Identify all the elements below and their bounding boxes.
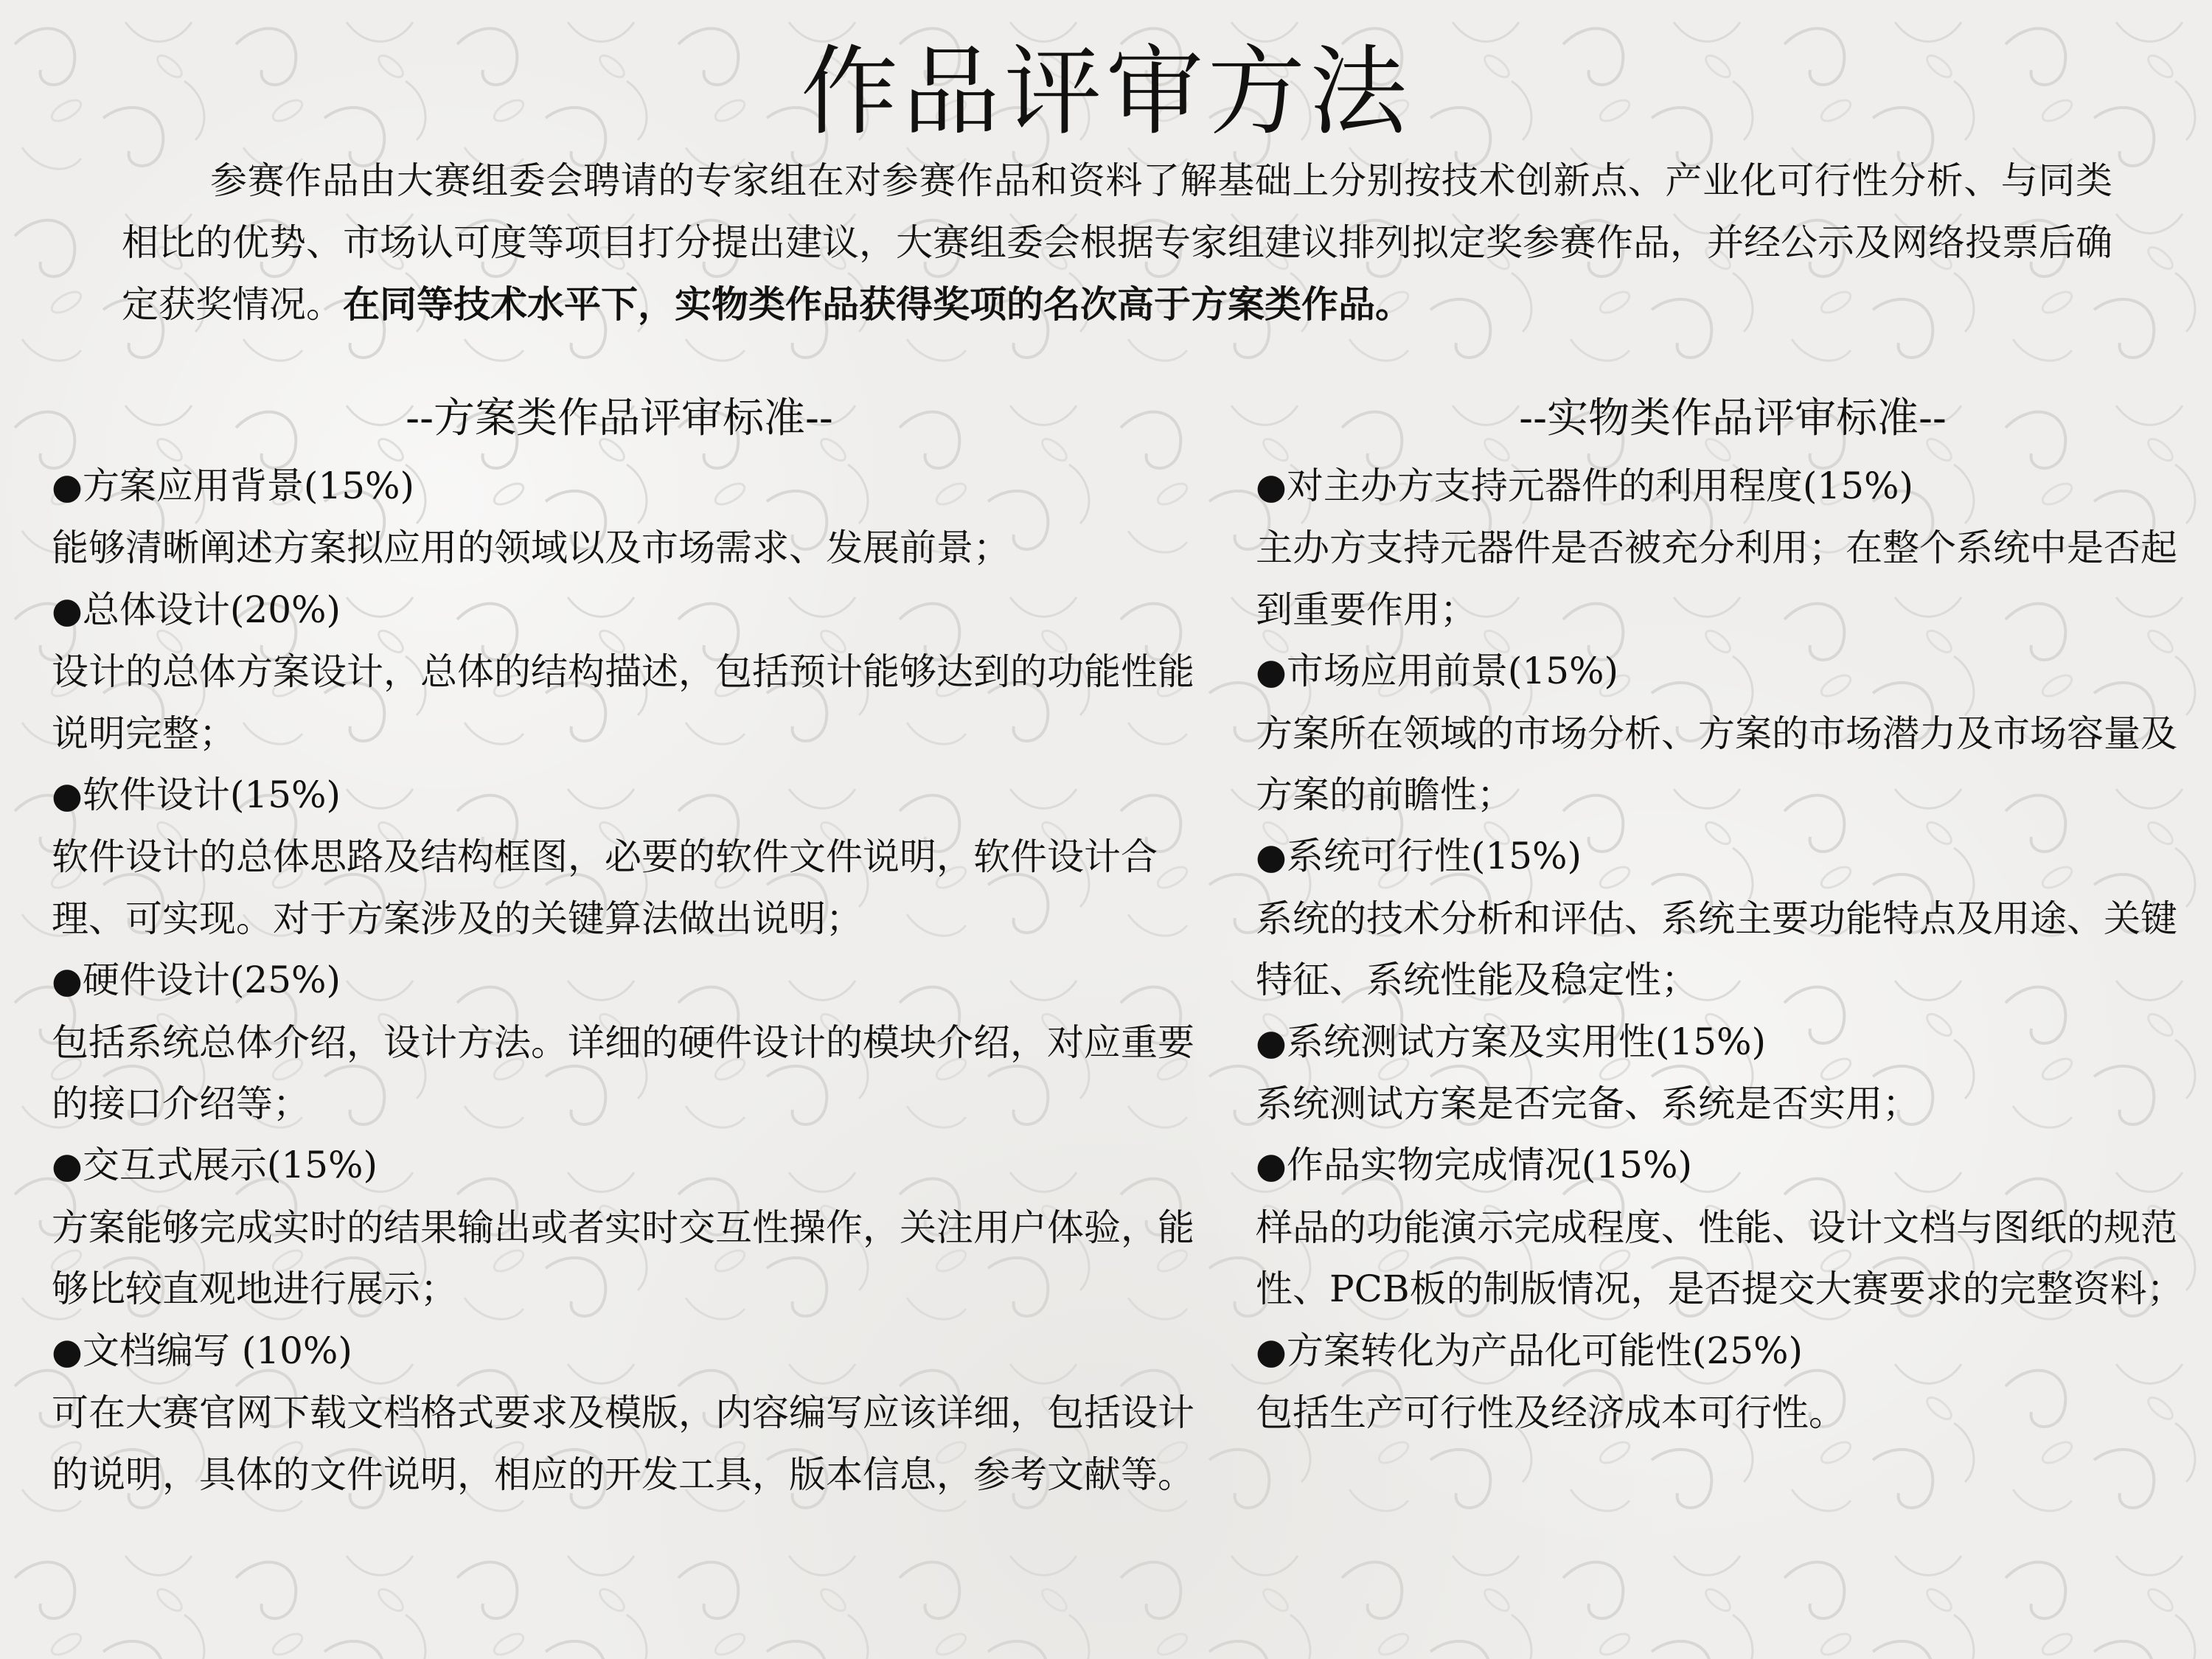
criterion-title: ●文档编写 (10%) [52,1329,352,1372]
criterion-description: 系统测试方案是否完备、系统是否实用； [1256,1082,1919,1126]
bullet-icon: ● [1256,466,1287,507]
criterion-title: ●硬件设计(25%) [52,959,341,1002]
criterion-description: 方案能够完成实时的结果输出或者实时交互性操作，关注用户体验，能够比较直观地进行展示； [52,1206,1194,1311]
page-title: 作品评审方法 [801,35,1411,149]
bullet-icon: ● [1256,1021,1287,1063]
criterion-description: 包括系统总体介绍，设计方法。详细的硬件设计的模块介绍，对应重要的接口介绍等； [52,1020,1194,1126]
bullet-icon: ● [1256,1330,1287,1372]
criterion-title: ●系统可行性(15%) [1256,835,1582,878]
criterion-title: ●软件设计(15%) [52,773,341,817]
bullet-icon: ● [52,775,83,817]
intro-paragraph [122,150,2112,335]
intro-bold-text: 在同等技术水平下，实物类作品获得奖项的名次高于方案类作品。 [343,283,1412,326]
criterion-description: 方案所在领域的市场分析、方案的市场潜力及市场容量及方案的前瞻性； [1256,712,2177,817]
bullet-icon: ● [52,589,83,631]
criterion-title: ●作品实物完成情况(15%) [1256,1144,1693,1187]
criterion-description: 软件设计的总体思路及结构框图，必要的软件文件说明，软件设计合理、可实现。对于方案涉及的关键算法做出说明； [52,835,1158,940]
bullet-icon: ● [52,466,83,507]
bullet-icon: ● [1256,1145,1287,1187]
criterion-description: 设计的总体方案设计，总体的结构描述，包括预计能够达到的功能性能说明完整； [52,650,1194,755]
criterion-description: 系统的技术分析和评估、系统主要功能特点及用途、关键特征、系统性能及稳定性； [1256,897,2177,1002]
bullet-icon: ● [52,1330,83,1372]
criterion-title: ●对主办方支持元器件的利用程度(15%) [1256,465,1914,507]
bullet-icon: ● [1256,651,1287,693]
criterion-description: 样品的功能演示完成程度、性能、设计文档与图纸的规范性、PCB板的制版情况，是否提交大赛要求的完整资料； [1256,1206,2184,1311]
criterion-title: ●系统测试方案及实用性(15%) [1256,1020,1767,1063]
criterion-title: ●总体设计(20%) [52,588,341,631]
right-column-criteria [1256,456,2185,1444]
right-column-heading: --实物类作品评审标准-- [1519,394,1947,442]
left-column-heading: --方案类作品评审标准-- [406,394,833,442]
criterion-title: ●方案转化为产品化可能性(25%) [1256,1329,1804,1372]
bullet-icon: ● [52,960,83,1002]
criterion-description: 包括生产可行性及经济成本可行性。 [1256,1391,1846,1435]
criterion-description: 主办方支持元器件是否被充分利用；在整个系统中是否起到重要作用； [1256,526,2177,631]
criterion-description: 可在大赛官网下载文档格式要求及模版，内容编写应该详细，包括设计的说明，具体的文件说明，相应的开发工具，版本信息，参考文献等。 [52,1391,1194,1496]
intro-text: 参赛作品由大赛组委会聘请的专家组在对参赛作品和资料了解基础上分别按技术创新点、产业化可行性分析、与同类相比的优势、市场认可度等项目打分提出建议，大赛组委会根据专家组建议排列拟定奖参赛作品，并经公示及网络投票后确定获奖情况。 [122,159,2112,326]
bullet-icon: ● [52,1145,83,1187]
bullet-icon: ● [1256,836,1287,878]
left-column-criteria [52,456,1202,1506]
criterion-title: ●方案应用背景(15%) [52,465,415,507]
criterion-description: 能够清晰阐述方案拟应用的领域以及市场需求、发展前景； [52,526,1010,570]
criterion-title: ●市场应用前景(15%) [1256,650,1619,693]
criterion-title: ●交互式展示(15%) [52,1144,378,1187]
